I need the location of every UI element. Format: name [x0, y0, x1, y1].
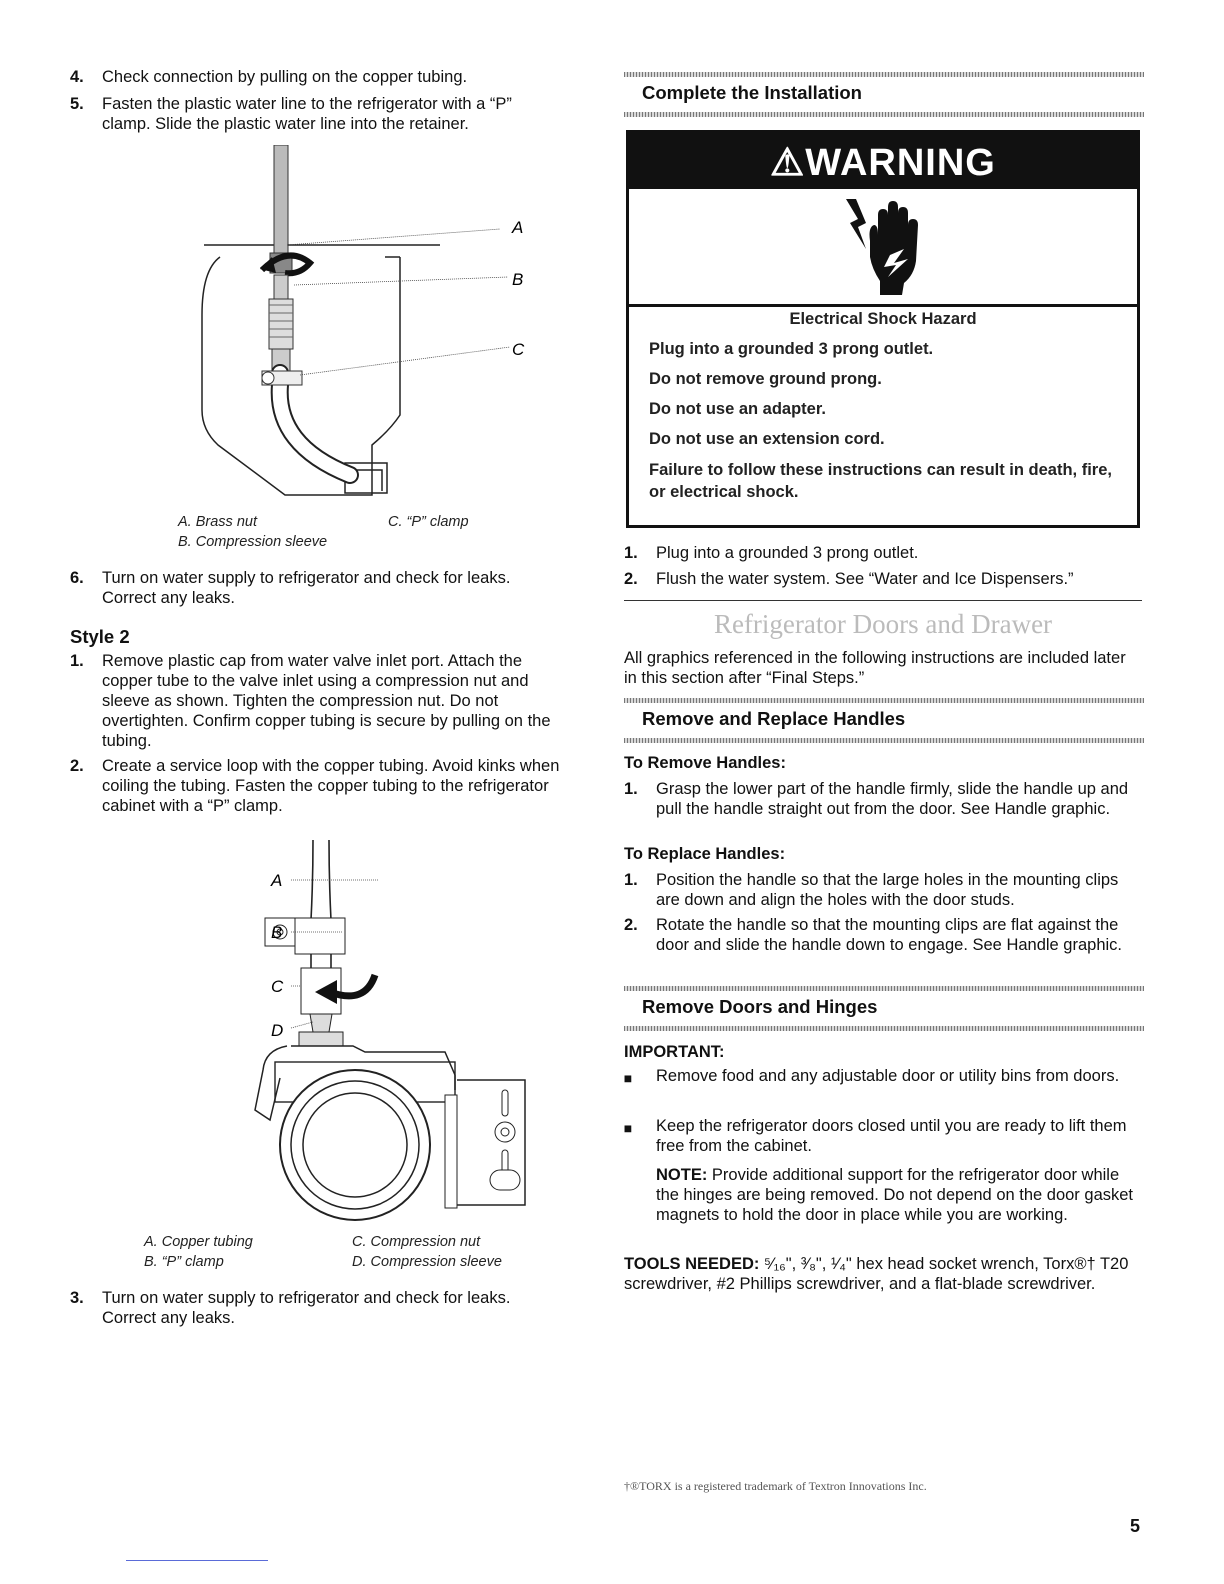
list-item: [70, 67, 570, 87]
list-item: [624, 543, 1144, 563]
step-text: Create a service loop with the copper tubing. Avoid kinks when coiling the tubing. Fasten the copper tubing to the refrigerator cabinet with a “P” clamp.: [102, 757, 560, 815]
step-number: 2.: [70, 757, 84, 775]
list-item: [70, 94, 570, 134]
step-number: 1.: [70, 652, 84, 670]
warning-icon-area: [629, 189, 1137, 307]
tools-text: ⁵⁄₁₆", ³⁄₈", ¹⁄₄" hex head socket wrench, Torx®† T20 screwdriver, #2 Phillips screwdriver, and a flat-blade screwdriver.: [624, 1255, 1129, 1293]
list-item: [624, 870, 1144, 910]
step-number: 1.: [624, 871, 638, 889]
figure-label-c: C: [512, 340, 525, 359]
bullet-icon: ■: [623, 1120, 633, 1136]
caption-c: C. “P” clamp: [388, 514, 469, 530]
section-title-doors: Refrigerator Doors and Drawer: [713, 609, 1053, 639]
bottom-rule: [126, 1560, 268, 1561]
warning-line: Do not remove ground prong.: [649, 370, 882, 388]
bullet-text: Keep the refrigerator doors closed until you are ready to lift them free from the cabinet.: [656, 1117, 1127, 1155]
section-heading-label: Remove Doors and Hinges: [642, 996, 878, 1017]
style2-connection-diagram: [195, 840, 545, 1230]
step-number: 2.: [624, 916, 638, 934]
warning-line: Plug into a grounded 3 prong outlet.: [649, 340, 934, 358]
section-heading-handles: [624, 698, 1144, 740]
step-number: 2.: [624, 570, 638, 588]
tools-label: TOOLS NEEDED:: [624, 1255, 760, 1273]
note: [656, 1165, 1142, 1225]
to-replace-heading: To Replace Handles:: [624, 845, 786, 863]
figure-label-a: A: [512, 218, 524, 237]
step-number: 1.: [624, 780, 638, 798]
step-number: 1.: [624, 544, 638, 562]
step-number: 4.: [70, 68, 84, 86]
step-number: 6.: [70, 569, 84, 587]
step-text: Remove plastic cap from water valve inlet port. Attach the copper tube to the valve inlet using a compression nut and sleeve as shown. Tighten the compression nut. Do not overtighten. Confirm copper tubing is secure by pulling on the tubing.: [102, 652, 551, 750]
warning-hazard: Electrical Shock Hazard: [789, 310, 977, 328]
step-text: Rotate the handle so that the mounting clips are flat against the door and slide the handle down to engage. See Handle graphic.: [656, 916, 1123, 954]
section-heading-label: Complete the Installation: [642, 82, 862, 103]
caption-a: A. Copper tubing: [144, 1234, 253, 1250]
tools-needed: [624, 1254, 1139, 1294]
warning-header: [629, 133, 1137, 189]
bullet-icon: ■: [623, 1070, 633, 1086]
section-heading-complete: [624, 72, 1144, 114]
to-remove-heading: To Remove Handles:: [624, 754, 786, 772]
note-text: Provide additional support for the refrigerator door while the hinges are being removed. Do not depend on the door gasket magnets to hold the door in place while you are working.: [656, 1166, 1134, 1224]
step-text: Fasten the plastic water line to the refrigerator with a “P” clamp. Slide the plastic water line into the retainer.: [102, 95, 512, 133]
list-item: [70, 756, 570, 816]
bullet-text: Remove food and any adjustable door or utility bins from doors.: [656, 1067, 1120, 1085]
warning-body: [649, 309, 1117, 503]
list-item: [70, 1288, 570, 1328]
step-text: Position the handle so that the large holes in the mounting clips are down and align the holes with the door studs.: [656, 871, 1119, 909]
step-text: Plug into a grounded 3 prong outlet.: [656, 544, 919, 562]
figure-label-c: C: [271, 977, 284, 996]
caption-d: D. Compression sleeve: [352, 1254, 502, 1270]
step-text: Flush the water system. See “Water and Ice Dispensers.”: [656, 570, 1074, 588]
step-text: Check connection by pulling on the copper tubing.: [102, 68, 468, 86]
warning-title: WARNING: [805, 142, 996, 184]
step-text: Turn on water supply to refrigerator and check for leaks. Correct any leaks.: [102, 1289, 511, 1327]
caption-b: B. “P” clamp: [144, 1254, 224, 1270]
warning-box: [626, 130, 1140, 528]
electric-shock-hand-icon: [844, 197, 924, 297]
note-label: NOTE:: [656, 1166, 708, 1184]
list-item: [624, 569, 1144, 589]
list-item: [70, 651, 570, 751]
style1-connection-diagram: [190, 145, 530, 505]
caption-a: A. Brass nut: [178, 514, 257, 530]
list-item: [624, 1116, 1144, 1156]
warning-triangle-icon: ⚠: [770, 142, 806, 184]
page-number: 5: [1130, 1516, 1141, 1536]
step-text: Turn on water supply to refrigerator and check for leaks. Correct any leaks.: [102, 569, 511, 607]
step-number: 5.: [70, 95, 84, 113]
figure-label-b: B: [512, 270, 524, 289]
section-heading-label: Remove and Replace Handles: [642, 708, 906, 729]
list-item: [70, 568, 570, 608]
warning-line: Failure to follow these instructions can result in death, fire, or electrical shock.: [649, 461, 1112, 501]
warning-line: Do not use an extension cord.: [649, 430, 885, 448]
doors-intro: All graphics referenced in the following instructions are included later in this section after “Final Steps.”: [624, 649, 1126, 687]
divider: [624, 600, 1142, 601]
figure-label-a: A: [271, 871, 283, 890]
figure-label-d: D: [271, 1021, 284, 1040]
figure-label-b: B: [271, 923, 283, 942]
caption-b: B. Compression sleeve: [178, 534, 328, 550]
step-number: 3.: [70, 1289, 84, 1307]
caption-c: C. Compression nut: [352, 1234, 481, 1250]
important-heading: IMPORTANT:: [624, 1043, 725, 1061]
list-item: [624, 915, 1144, 955]
footnote: †®TORX is a registered trademark of Textron Innovations Inc.: [624, 1479, 927, 1493]
warning-line: Do not use an adapter.: [649, 400, 826, 418]
step-text: Grasp the lower part of the handle firmly, slide the handle up and pull the handle straight out from the door. See Handle graphic.: [656, 780, 1129, 818]
section-heading-hinges: [624, 986, 1144, 1028]
style2-heading: Style 2: [70, 626, 130, 647]
list-item: [624, 1066, 1144, 1086]
list-item: [624, 779, 1144, 819]
